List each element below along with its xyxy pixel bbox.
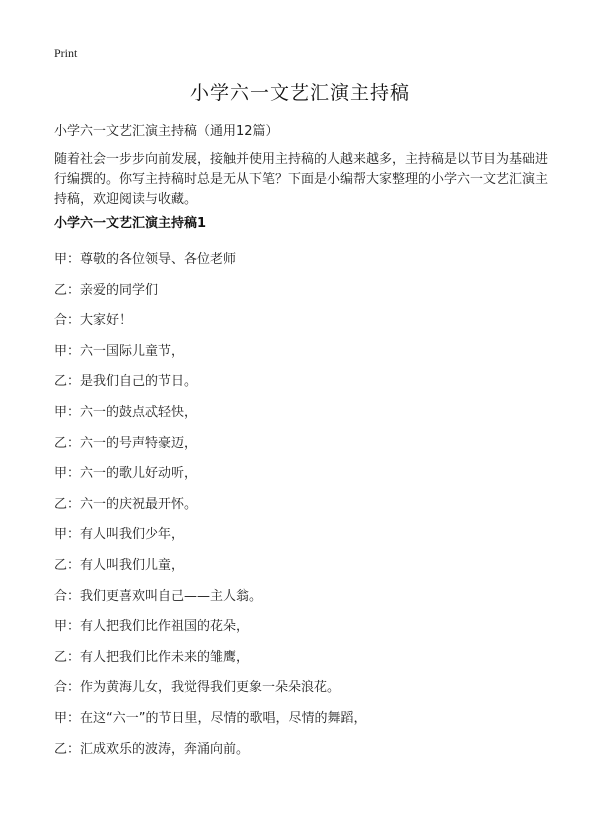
dialogue-line: 乙：亲爱的同学们: [54, 282, 159, 298]
dialogue-line: 乙：六一的庆祝最开怀。: [54, 496, 198, 512]
dialogue-line: 乙：有人叫我们儿童，: [54, 558, 185, 573]
dialogue-line: 乙：有人把我们比作未来的雏鹰，: [54, 649, 250, 665]
dialogue-line: 合：作为黄海儿女，我觉得我们更象一朵朵浪花。: [54, 680, 341, 696]
print-label: Print: [54, 46, 78, 60]
dialogue-line: 甲：六一的歌儿好动听，: [54, 466, 198, 482]
section-heading: 小学六一文艺汇演主持稿1: [54, 216, 207, 231]
dialogue-line: 合：我们更喜欢叫自己——主人翁。: [54, 588, 263, 604]
dialogue-line: 乙：是我们自己的节日。: [54, 374, 198, 390]
dialogue-line: 合：大家好！: [54, 313, 133, 329]
dialogue-line: 乙：六一的号声特豪迈，: [54, 435, 198, 451]
dialogue-line: 乙：汇成欢乐的波涛，奔涌向前。: [54, 741, 250, 757]
dialogue-line: 甲：六一的鼓点忒轻快，: [54, 405, 198, 420]
dialogue-line: 甲：有人把我们比作祖国的花朵，: [54, 619, 250, 635]
dialogue-line: 甲：尊敬的各位领导、各位老师: [54, 252, 237, 267]
document-title: 小学六一文艺汇演主持稿: [189, 82, 410, 104]
dialogue-line: 甲：六一国际儿童节，: [54, 343, 185, 359]
dialogue-line: 甲：在这“六一”的节日里，尽情的歌唱，尽情的舞蹈，: [54, 711, 367, 726]
intro-paragraph: 随着社会一步步向前发展，接触并使用主持稿的人越来越多，主持稿是以节目为基础进行编撰的。你写主持稿时总是无从下笔？下面是小编帮大家整理的小学六一文艺汇演主持稿，欢迎阅读与收藏。: [54, 152, 549, 207]
dialogue-line: 甲：有人叫我们少年，: [54, 527, 185, 543]
document-subtitle: 小学六一文艺汇演主持稿（通用12篇）: [54, 124, 279, 139]
